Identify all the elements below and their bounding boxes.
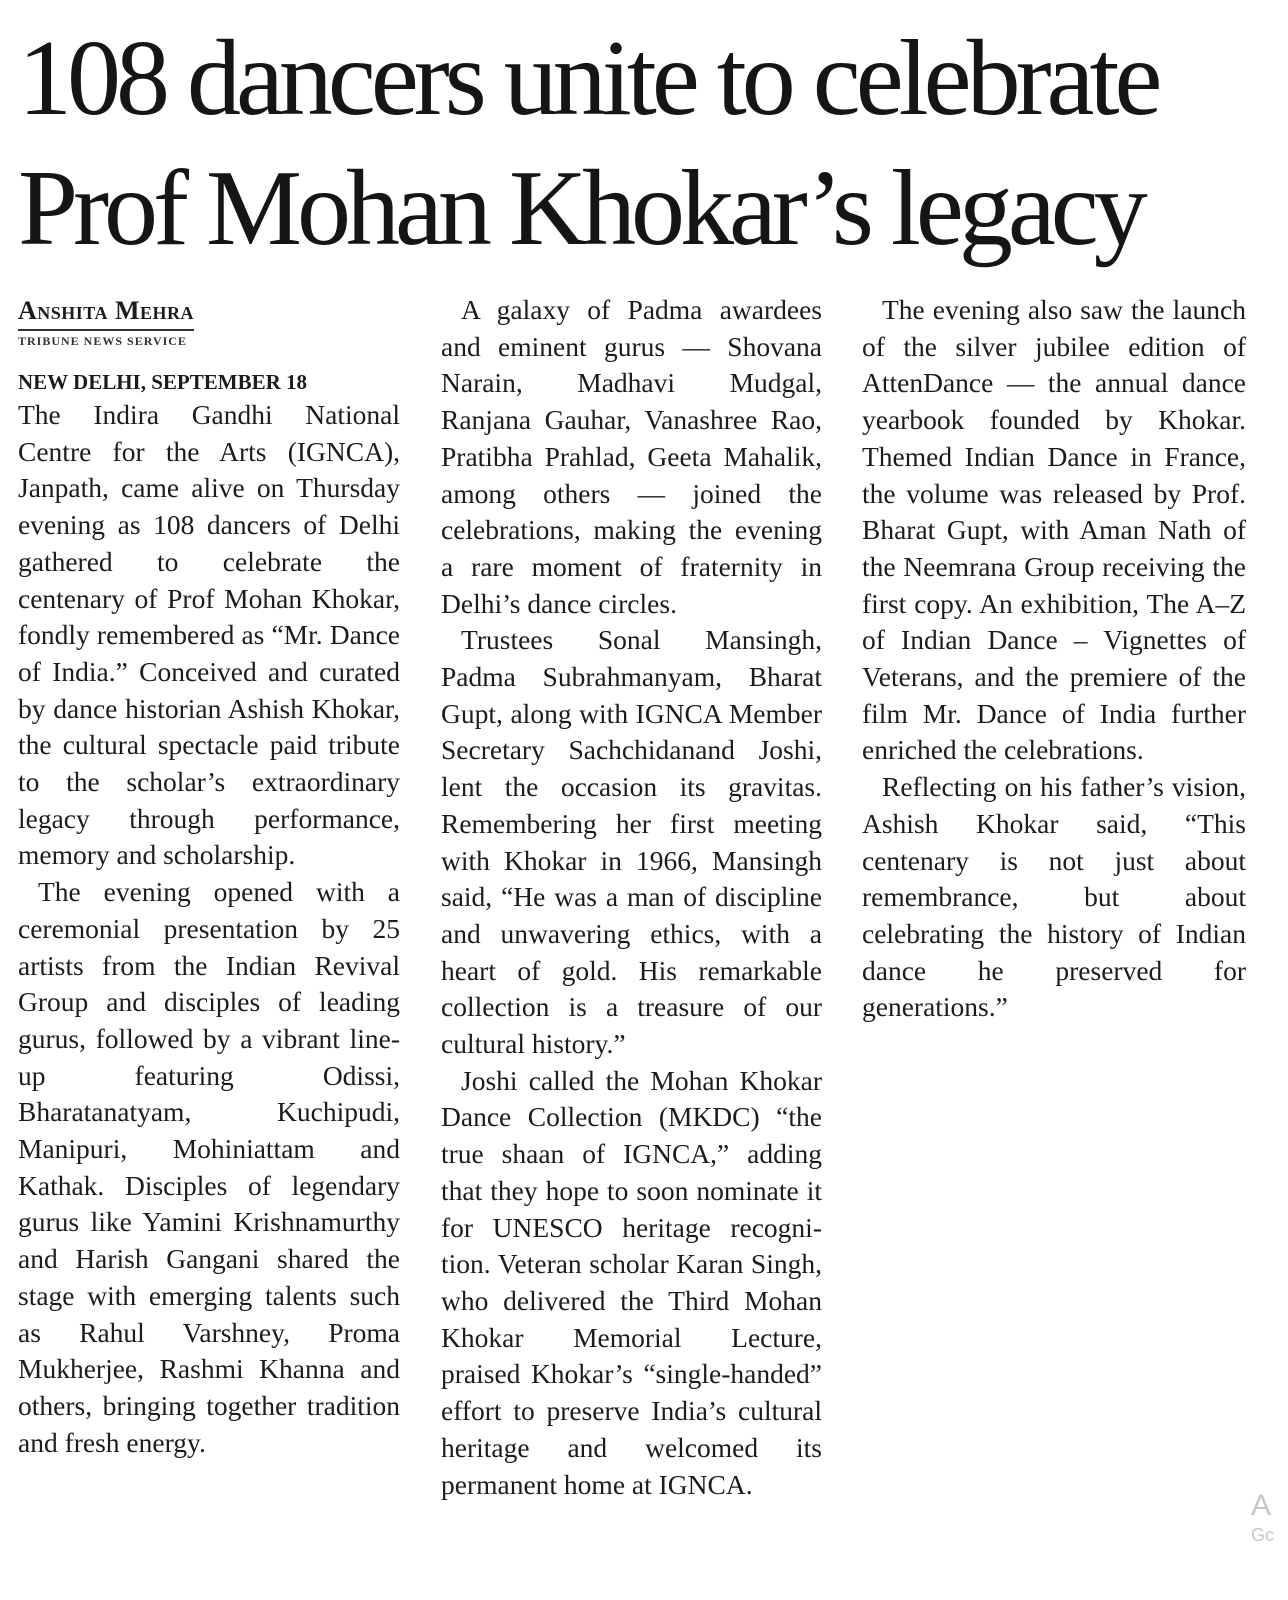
headline-line-2: Prof Mohan Khokar’s legacy <box>18 149 1143 268</box>
byline-author: Anshita Mehra <box>18 293 194 331</box>
article-column-1 <box>18 292 400 1461</box>
article-paragraph-1: The Indira Gandhi National Centre for the Arts (IGNCA), Janpath, came alive on Thursday evening as 108 dancers of Delhi gathered to celebrate the centenary of Prof Mohan Khokar, fondly remembered as “Mr. Dance of India.” Conceived and curated by dance historian Ashish Khokar, the cultural spectacle paid tribute to the scholar’s extraordinary legacy through performance, memory and scholarship. <box>18 399 400 871</box>
article-column-3 <box>862 292 1246 1026</box>
article-paragraph-4: Trustees Sonal Mansingh, Padma Subrahmanyam, Bharat Gupt, along with IGNCA Member Secretary Sachchidanand Joshi, lent the occasion its gravitas. Remembering her first meeting with Khokar in 1966, Mansingh said, “He was a man of discipline and unwavering ethics, with a heart of gold. His remarkable collection is a treasure of our cultural history.” <box>441 624 822 1060</box>
activation-watermark <box>1251 1488 1274 1546</box>
watermark-line-1: A <box>1250 1489 1271 1522</box>
dateline: NEW DELHI, SEPTEMBER 18 <box>18 370 308 394</box>
byline-service: TRIBUNE NEWS SERVICE <box>18 334 187 348</box>
article-paragraph-6: The evening also saw the launch of the silver jubilee edition of AttenDance — the annual dance yearbook founded by Khokar. Themed Indian Dance in France, the volume was released by Prof. Bharat Gupt, with Aman Nath of the Neemrana Group receiving the first copy. An exhibition, The A–Z of Indian Dance – Vignettes of Veterans, and the premiere of the film Mr. Dance of India further enriched the celebrations. <box>862 294 1246 766</box>
article-paragraph-7: Reflecting on his father’s vision, Ashish Khokar said, “This centenary is not just about remembrance, but about celebrating the history of Indian dance he preserved for generations.” <box>862 771 1246 1023</box>
headline <box>18 14 1268 274</box>
watermark-line-2: Gc <box>1250 1525 1274 1545</box>
article-paragraph-2: The evening opened with a ceremonial presentation by 25 artists from the Indian Revival Group and disciples of leading gurus, followed by a vibrant line-up featuring Odissi, Bharatanatyam, Kuchipudi, Manipuri, Mohiniattam and Kathak. Disciples of legendary gurus like Yamini Krishnamurthy and Harish Gangani shared the stage with emerging talents such as Rahul Varshney, Proma Mukherjee, Rashmi Khanna and others, bringing together tradition and fresh energy. <box>18 876 400 1458</box>
article-paragraph-5: Joshi called the Mohan Khokar Dance Collection (MKDC) “the true shaan of IGNCA,” adding that they hope to soon nominate it for UNESCO heritage recognition. Veteran scholar Karan Singh, who delivered the Third Mohan Khokar Memorial Lecture, praised Khokar’s “single-handed” effort to preserve India’s cultural heritage and welcomed its permanent home at IGNCA. <box>441 1064 822 1500</box>
article-column-2 <box>441 292 822 1503</box>
article-paragraph-3: A galaxy of Padma awardees and eminent gurus — Shovana Narain, Madhavi Mudgal, Ranjana Gauhar, Vanashree Rao, Pratibha Prahlad, Geeta Mahalik, among others — joined the celebrations, making the evening a rare moment of fraternity in Delhi’s dance circles. <box>441 294 822 619</box>
headline-line-1: 108 dancers unite to celebrate <box>18 19 1158 138</box>
